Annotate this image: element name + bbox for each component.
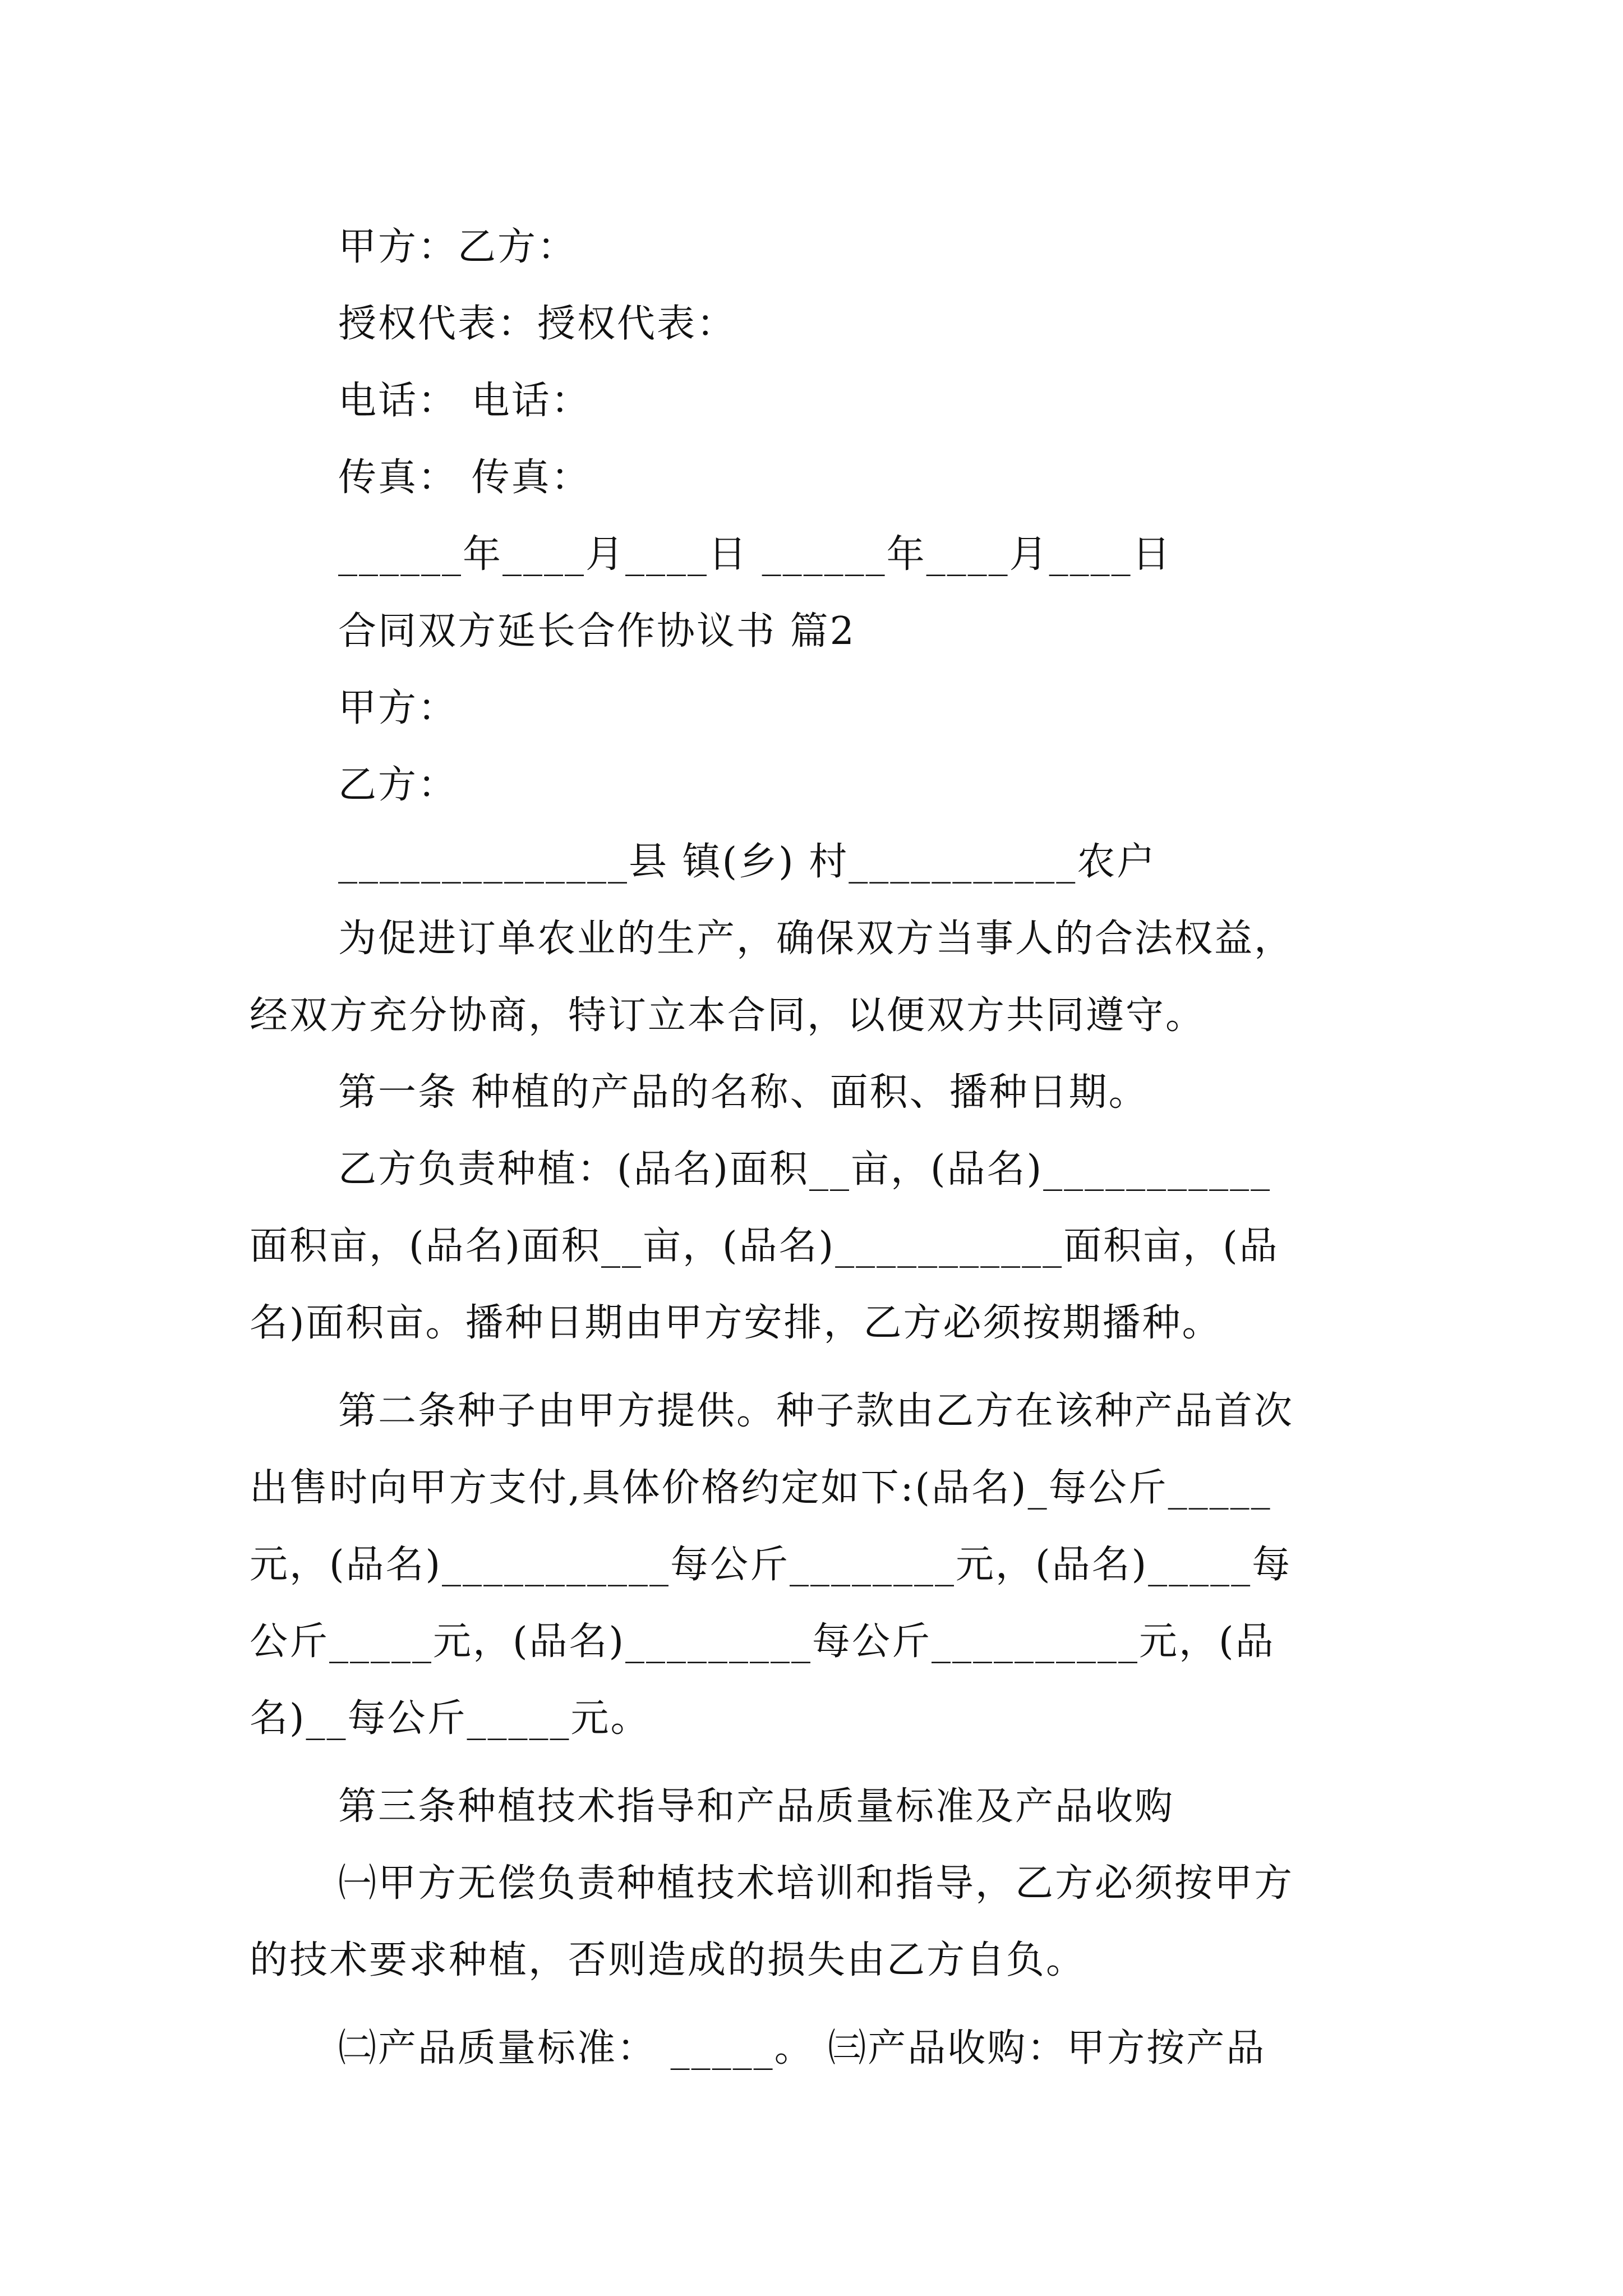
- contract-text: [250, 209, 1399, 2087]
- article1-title: 第一条 种植的产品的名称、面积、播种日期。: [338, 1070, 1149, 1115]
- article2-body-line: 第二条种子由甲方提供。种子款由乙方在该种产品首次: [338, 1389, 1294, 1433]
- article3-item1-line: ㈠甲方无偿负责种植技术培训和指导，乙方必须按甲方: [338, 1861, 1294, 1906]
- article2-body-line: 元，(品名)___________每公斤________元，(品名)_____每: [250, 1543, 1292, 1587]
- intro-line: 经双方充分协商，特订立本合同，以便双方共同遵守。: [250, 993, 1206, 1038]
- location-line: ______________县 镇(乡) 村___________农户: [338, 840, 1157, 884]
- article2-body-line: 出售时向甲方支付,具体价格约定如下:(品名)_每公斤_____: [250, 1466, 1272, 1510]
- signature-fax-line: 传真： 传真：: [338, 455, 591, 500]
- party-b-line: 乙方：: [338, 763, 458, 807]
- article3-item2-line: ㈡产品质量标准： _____。 ㈢产品收购：甲方按产品: [338, 2026, 1266, 2070]
- article1-body-line: 名)面积亩。播种日期由甲方安排，乙方必须按期播种。: [250, 1301, 1222, 1345]
- article1-body-line: 面积亩，(品名)面积__亩，(品名)___________面积亩，(品: [250, 1224, 1279, 1268]
- signature-phone-line: 电话： 电话：: [338, 379, 591, 423]
- signature-parties-line: 甲方：乙方：: [338, 225, 578, 269]
- article2-body-line: 公斤_____元，(品名)_________每公斤__________元，(品: [250, 1619, 1275, 1664]
- article2-body-line: 名)__每公斤_____元。: [250, 1696, 651, 1741]
- section-heading: 合同双方延长合作协议书 篇2: [338, 609, 856, 654]
- article3-item1-line: 的技术要求种植，否则造成的损失由乙方自负。: [250, 1938, 1086, 1982]
- party-a-line: 甲方：: [338, 686, 458, 730]
- article1-body-line: 乙方负责种植：(品名)面积__亩，(品名)___________: [338, 1147, 1272, 1191]
- intro-line: 为促进订单农业的生产，确保双方当事人的合法权益，: [338, 917, 1294, 961]
- article3-title: 第三条种植技术指导和产品质量标准及产品收购: [338, 1784, 1175, 1829]
- signature-reps-line: 授权代表：授权代表：: [338, 302, 737, 346]
- signature-date-line: ______年____月____日 ______年____月____日: [338, 532, 1172, 577]
